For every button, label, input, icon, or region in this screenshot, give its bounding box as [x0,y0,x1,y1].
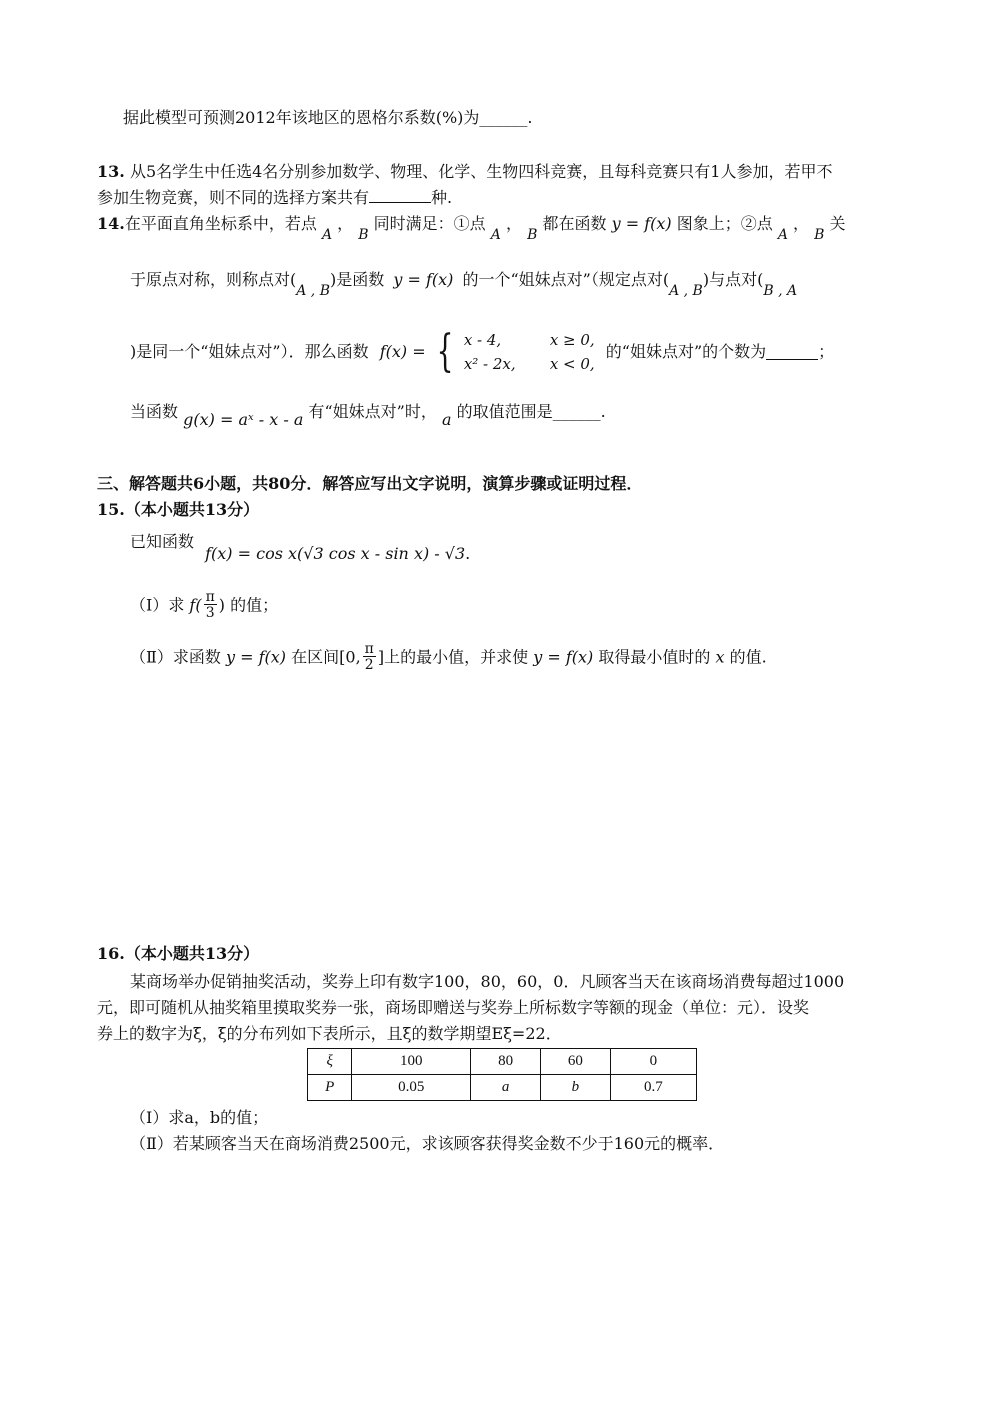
q13-line-1 [97,160,832,184]
math-A: A [777,227,788,243]
q16-line-3 [97,1022,562,1046]
math-f-def: f(x) = [379,342,426,361]
q14-text: 同时满足：①点 [373,214,486,233]
q13-text: 参加生物竞赛，则不同的选择方案共有 [97,188,370,207]
case-cond: x ≥ 0, [549,331,595,349]
q14-text: 关 [829,214,846,233]
section-title-text: 三、解答题共6小题，共80分．解答应写出文字说明，演算步骤或证明过程． [97,474,643,493]
math-x: x [715,647,725,667]
text: 据此模型可预测2012年该地区的恩格尔系数(%)为______. [123,108,533,127]
numerator: π [205,589,215,605]
math-f-def: f(x) = cos x(√3 cos x - sin x) - √3 [205,544,466,563]
table-cell: 100 [352,1049,471,1075]
math-y-fx: y = f(x) [533,647,594,667]
math-B: B [814,227,825,243]
section-3-title [97,472,642,496]
math-f: f( [189,595,202,615]
math-B: B [527,227,538,243]
math-y-fx: y = f(x) [393,270,454,289]
q14-text: 的“姐妹点对”的个数为 [605,342,767,361]
q15-text: 在区间 [291,647,340,667]
table-cell: a [471,1075,541,1101]
q15-text: ) 的值； [218,595,279,615]
math-A-B: A , B [296,283,330,299]
q14-text: 在平面直角坐标系中，若点 [124,214,317,233]
denominator: 3 [205,605,215,621]
math-A-B: A , B [669,283,703,299]
q13-text: 从5名学生中任选4名分别参加数学、物理、化学、生物四科竞赛，且每科竞赛只有1人参加，若甲不 [129,162,833,181]
math-a: a [441,410,452,429]
answer-blank [369,188,431,203]
q14-line-3 [130,328,834,376]
q15-part-1 [130,590,278,621]
q16-line-1 [130,970,844,994]
fraction-pi-2 [363,642,376,673]
case-cond: x < 0, [549,355,595,373]
q15-header [97,498,259,522]
q16-text: 券上的数字为ξ，ξ的分布列如下表所示，且ξ的数学期望Eξ=22． [97,1024,562,1043]
math-g-def: g(x) = aˣ - x - a [183,410,304,429]
q15-part-2 [130,642,767,673]
q15-text: 已知函数 [130,532,195,551]
table-cell: 0.7 [610,1075,696,1101]
q14-text: 的取值范围是______. [456,402,606,421]
math-A: A [321,227,333,243]
q15-header-text: 15.（本小题共13分） [97,500,260,519]
table-cell: P [308,1075,352,1101]
table-cell: ξ [308,1049,352,1075]
math-B-A: B , A [763,283,798,299]
q15-given [130,530,471,563]
table-cell: b [541,1075,611,1101]
q14-number: 14. [97,214,125,233]
brace-symbol: { [436,326,454,377]
q15-text: 取得最小值时的 [598,647,711,667]
table-row [308,1049,697,1075]
answer-blank [766,345,818,360]
q14-text: )是同一个“姐妹点对”）．那么函数 [130,342,369,361]
q14-text: )是函数 [330,270,385,289]
q16-part-2 [130,1132,724,1156]
q16-part-1 [130,1106,268,1130]
q15-text: 的值. [729,647,767,667]
q14-text: 于原点对称，则称点对( [130,270,297,289]
table-row [308,1075,697,1101]
q14-line-2 [130,268,798,299]
piecewise-cases [464,328,595,376]
q14-text: )与点对( [702,270,764,289]
q16-text: （Ⅰ）求a，b的值； [130,1108,269,1127]
case-expr: x² - 2x, [463,355,516,373]
math-B: B [358,227,369,243]
q13-number: 13. [97,162,125,181]
q14-text: 图象上；②点 [676,214,773,233]
case-expr: x - 4, [463,331,502,349]
denominator: 2 [364,657,374,673]
q14-text: 的一个“姐妹点对”（规定点对( [462,270,670,289]
q14-line-1: 14.在平面直角坐标系中，若点 A ， B 同时满足：①点 A ， B 都在函数 y = f(x) 图象上；②点 A ， B 关 [97,214,846,243]
table-cell: 0.05 [352,1075,471,1101]
q13-text: 种. [431,188,453,207]
q14-text: 都在函数 [542,214,607,233]
q14-text: 有“姐妹点对”时， [308,402,437,421]
q16-header-text: 16.（本小题共13分） [97,944,260,963]
case-row [464,352,595,376]
q16-text: 某商场举办促销抽奖活动，奖券上印有数字100，80，60，0．凡顾客当天在该商场消费每超过1000 [130,972,845,991]
numerator: π [364,641,374,657]
q16-header [97,942,259,966]
math-interval: [0, [339,647,361,667]
math-A: A [490,227,501,243]
math-y-fx: y = f(x) [611,214,672,233]
distribution-table [307,1048,697,1101]
q15-text: ]上的最小值，并求使 [377,647,529,667]
fraction-pi-3 [204,590,217,621]
case-row [464,328,595,352]
math-y-fx: y = f(x) [225,647,287,667]
previous-question-tail [123,106,533,130]
q16-line-2 [97,996,809,1020]
q14-text: 当函数 [130,402,179,421]
q14-line-4 [130,400,606,429]
table-cell: 60 [541,1049,611,1075]
q13-line-2 [97,186,452,210]
q15-text: . [465,544,471,563]
q14-text: ； [818,342,835,361]
q16-text: （Ⅱ）若某顾客当天在商场消费2500元，求该顾客获得奖金数不少于160元的概率． [130,1134,725,1153]
q15-text: （Ⅰ）求 [130,595,185,615]
table-cell: 0 [610,1049,696,1075]
q16-text: 元，即可随机从抽奖箱里摸取奖券一张，商场即赠送与奖券上所标数字等额的现金（单位：元）．设奖 [97,998,810,1017]
q15-text: （Ⅱ）求函数 [130,647,221,667]
table-cell: 80 [471,1049,541,1075]
